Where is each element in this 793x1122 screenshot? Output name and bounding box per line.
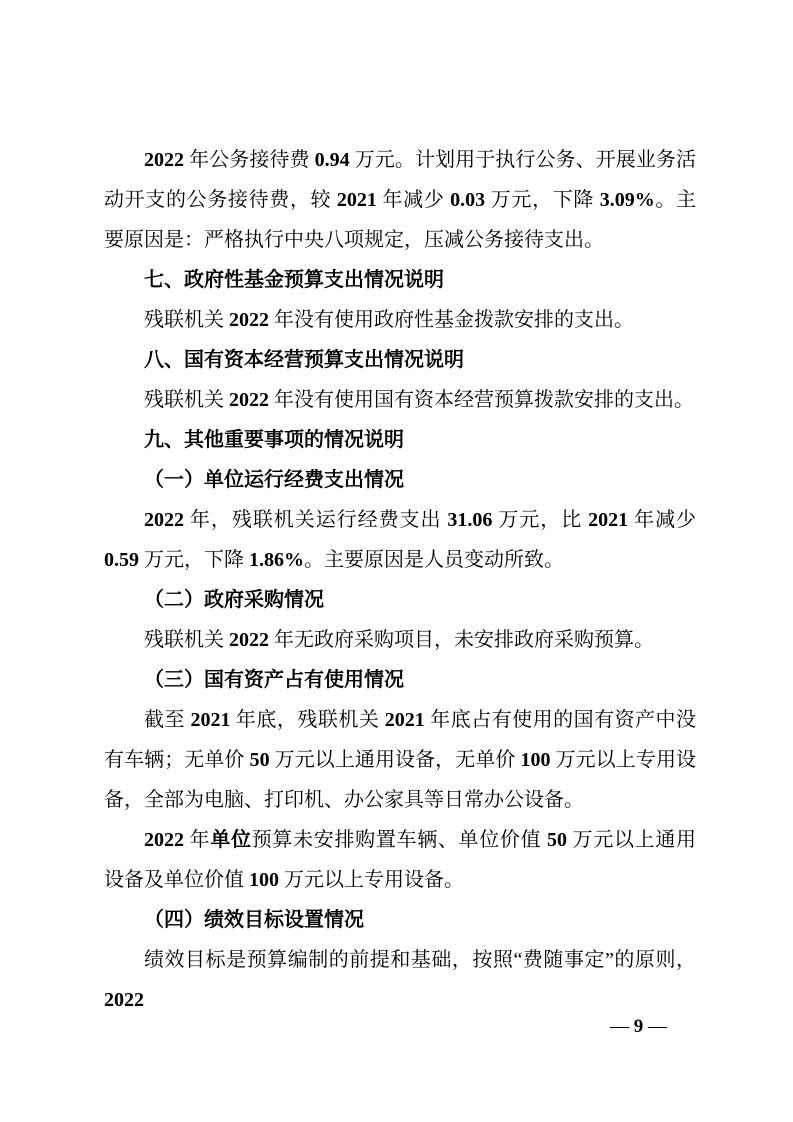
page-number-dash-right: — xyxy=(643,1016,667,1037)
text-run: 万元以上专用设备。 xyxy=(279,869,464,891)
section-heading xyxy=(104,420,696,460)
text-run: （四）绩效目标设置情况 xyxy=(144,909,364,931)
subsection-heading xyxy=(104,660,696,700)
text-run: 绩效目标是预算编制的前提和基础，按照“费随事定”的原则， xyxy=(144,949,696,971)
text-run: （一）单位运行经费支出情况 xyxy=(144,469,404,491)
text-run: 九、其他重要事项的情况说明 xyxy=(144,429,404,451)
text-run: 七、政府性基金预算支出情况说明 xyxy=(144,269,444,291)
text-run: 0.59 xyxy=(104,549,139,571)
text-run: 年减少 xyxy=(628,509,697,531)
text-run: 残联机关 xyxy=(144,309,229,331)
text-run: 年没有使用政府性基金拨款安排的支出。 xyxy=(269,309,634,331)
paragraph xyxy=(104,700,696,820)
text-run: 2022 xyxy=(229,629,269,651)
text-run: 2021 xyxy=(190,709,231,731)
section-heading xyxy=(104,260,696,300)
paragraph xyxy=(104,940,696,1020)
text-run: 预算未安排购置车辆、单位价值 xyxy=(251,829,547,851)
text-run: 截至 xyxy=(144,709,191,731)
text-run: 单位 xyxy=(210,829,252,851)
text-run: 残联机关 xyxy=(144,389,229,411)
text-run: 2022 xyxy=(229,389,269,411)
text-run: 年没有使用国有资本经营预算拨款安排的支出。 xyxy=(269,389,694,411)
text-run: 万元以上专用设备，全部为电脑、打印机、办公家具等日常办公设备。 xyxy=(104,749,697,811)
text-run: 31.06 xyxy=(447,509,493,531)
text-run: 年公务接待费 xyxy=(184,149,315,171)
text-run: 2022 xyxy=(144,829,184,851)
text-run: 年底占有使用的国有资产中没有车辆；无单价 xyxy=(104,709,697,771)
paragraph xyxy=(104,620,696,660)
text-run: 年，残联机关运行经费支出 xyxy=(184,509,448,531)
text-run: 2021 xyxy=(588,509,629,531)
text-run: 2022 xyxy=(144,509,184,531)
text-run: 万元，下降 xyxy=(485,189,600,211)
text-run: 万元，下降 xyxy=(139,549,249,571)
text-run: 0.03 xyxy=(450,189,486,211)
paragraph xyxy=(104,140,696,260)
text-run: 2022 xyxy=(144,149,184,171)
page-number-dash-left: — xyxy=(610,1016,634,1037)
text-run: 3.09% xyxy=(599,189,655,211)
text-run: 年底，残联机关 xyxy=(230,709,385,731)
section-heading xyxy=(104,340,696,380)
text-run: 万元。计划用于执行公务、开展业务活动开支的公务接待费，较 xyxy=(104,149,697,211)
text-run: （二）政府采购情况 xyxy=(144,589,324,611)
page-body xyxy=(104,140,696,1020)
subsection-heading xyxy=(104,900,696,940)
text-run: 。主要原因是：严格执行中央八项规定，压减公务接待支出。 xyxy=(104,189,697,251)
text-run: 年 xyxy=(184,829,211,851)
text-run: 万元以上通用设备及单位价值 xyxy=(104,829,697,891)
text-run: 100 xyxy=(249,869,279,891)
text-run: 年无政府采购项目，未安排政府采购预算。 xyxy=(269,629,654,651)
text-run: 八、国有资本经营预算支出情况说明 xyxy=(144,349,464,371)
text-run: 1.86% xyxy=(249,549,304,571)
text-run: 2021 xyxy=(384,709,425,731)
text-run: 2021 xyxy=(336,189,377,211)
text-run: 2022 xyxy=(104,989,144,1011)
page-number xyxy=(610,1012,667,1042)
text-run: 残联机关 xyxy=(144,629,229,651)
text-run: （三）国有资产占有使用情况 xyxy=(144,669,404,691)
text-run: 50 xyxy=(249,749,270,771)
text-run: 。主要原因是人员变动所致。 xyxy=(304,549,564,571)
text-run: 万元，比 xyxy=(492,509,589,531)
paragraph xyxy=(104,300,696,340)
paragraph xyxy=(104,820,696,900)
text-run: 万元以上通用设备，无单价 xyxy=(269,749,521,771)
page-number-value: 9 xyxy=(633,1016,644,1037)
text-run: 2022 xyxy=(229,309,269,331)
text-run: 年减少 xyxy=(376,189,451,211)
paragraph xyxy=(104,380,696,420)
subsection-heading xyxy=(104,460,696,500)
text-run: 0.94 xyxy=(314,149,350,171)
subsection-heading xyxy=(104,580,696,620)
text-run: 50 xyxy=(546,829,567,851)
paragraph xyxy=(104,500,696,580)
text-run: 100 xyxy=(520,749,551,771)
